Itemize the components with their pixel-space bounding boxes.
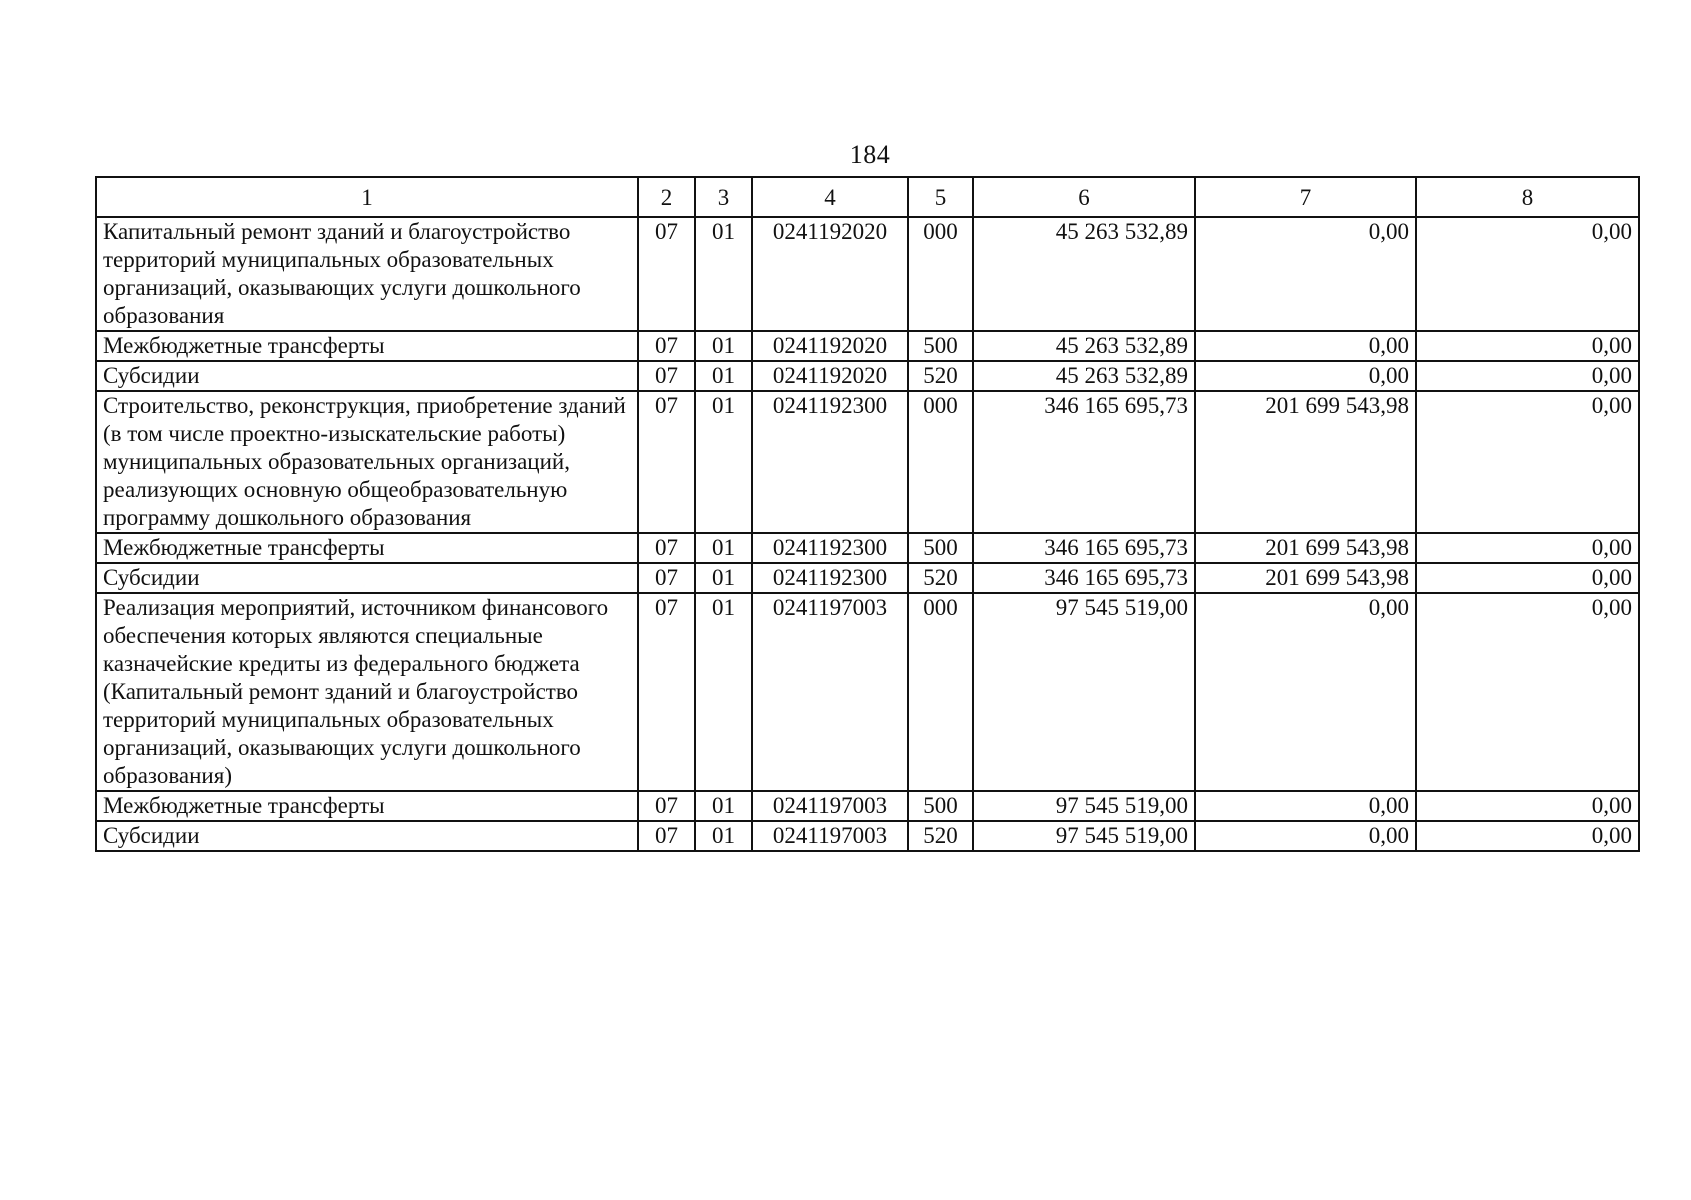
row-amount-col6: 346 165 695,73 <box>973 533 1195 563</box>
row-section-code: 07 <box>638 563 695 593</box>
row-amount-col6: 97 545 519,00 <box>973 791 1195 821</box>
table-row <box>96 217 1639 331</box>
row-target-article-code: 0241192300 <box>752 563 908 593</box>
row-section-code: 07 <box>638 331 695 361</box>
row-section-code: 07 <box>638 791 695 821</box>
column-header-5: 5 <box>908 177 973 217</box>
row-amount-col8: 0,00 <box>1416 593 1639 791</box>
row-amount-col7: 201 699 543,98 <box>1195 533 1416 563</box>
row-subsection-code: 01 <box>695 331 752 361</box>
row-name: Строительство, реконструкция, приобретение зданий (в том числе проектно-изыскательские работы) муниципальных образовательных организаций, реализующих основную общеобразовательную программу дошкольного образования <box>96 391 638 533</box>
row-amount-col8: 0,00 <box>1416 361 1639 391</box>
budget-table <box>95 176 1640 852</box>
row-amount-col7: 201 699 543,98 <box>1195 563 1416 593</box>
row-amount-col7: 0,00 <box>1195 821 1416 851</box>
row-amount-col7: 0,00 <box>1195 791 1416 821</box>
row-expense-type-code: 000 <box>908 391 973 533</box>
row-target-article-code: 0241192300 <box>752 533 908 563</box>
row-name: Межбюджетные трансферты <box>96 331 638 361</box>
row-name: Субсидии <box>96 563 638 593</box>
row-amount-col6: 97 545 519,00 <box>973 593 1195 791</box>
row-expense-type-code: 520 <box>908 361 973 391</box>
column-header-2: 2 <box>638 177 695 217</box>
row-subsection-code: 01 <box>695 563 752 593</box>
row-subsection-code: 01 <box>695 361 752 391</box>
column-header-4: 4 <box>752 177 908 217</box>
column-header-3: 3 <box>695 177 752 217</box>
row-section-code: 07 <box>638 391 695 533</box>
row-name: Субсидии <box>96 361 638 391</box>
row-target-article-code: 0241192300 <box>752 391 908 533</box>
row-amount-col7: 201 699 543,98 <box>1195 391 1416 533</box>
row-subsection-code: 01 <box>695 821 752 851</box>
table-row <box>96 593 1639 791</box>
row-amount-col6: 346 165 695,73 <box>973 391 1195 533</box>
header-row <box>96 177 1639 217</box>
row-amount-col7: 0,00 <box>1195 361 1416 391</box>
row-subsection-code: 01 <box>695 391 752 533</box>
row-amount-col8: 0,00 <box>1416 217 1639 331</box>
table-row <box>96 533 1639 563</box>
column-header-8: 8 <box>1416 177 1639 217</box>
row-section-code: 07 <box>638 821 695 851</box>
row-subsection-code: 01 <box>695 593 752 791</box>
row-expense-type-code: 500 <box>908 533 973 563</box>
table-row <box>96 331 1639 361</box>
row-section-code: 07 <box>638 217 695 331</box>
row-name: Субсидии <box>96 821 638 851</box>
row-amount-col8: 0,00 <box>1416 791 1639 821</box>
table-row <box>96 563 1639 593</box>
row-amount-col8: 0,00 <box>1416 821 1639 851</box>
row-target-article-code: 0241197003 <box>752 791 908 821</box>
row-target-article-code: 0241192020 <box>752 217 908 331</box>
table-row <box>96 361 1639 391</box>
row-amount-col6: 97 545 519,00 <box>973 821 1195 851</box>
row-expense-type-code: 500 <box>908 331 973 361</box>
row-amount-col8: 0,00 <box>1416 331 1639 361</box>
row-subsection-code: 01 <box>695 533 752 563</box>
row-amount-col7: 0,00 <box>1195 593 1416 791</box>
column-header-7: 7 <box>1195 177 1416 217</box>
row-amount-col7: 0,00 <box>1195 217 1416 331</box>
row-target-article-code: 0241197003 <box>752 593 908 791</box>
row-amount-col7: 0,00 <box>1195 331 1416 361</box>
row-target-article-code: 0241192020 <box>752 361 908 391</box>
row-target-article-code: 0241197003 <box>752 821 908 851</box>
column-header-6: 6 <box>973 177 1195 217</box>
row-amount-col6: 45 263 532,89 <box>973 361 1195 391</box>
row-name: Капитальный ремонт зданий и благоустройство территорий муниципальных образовательных организаций, оказывающих услуги дошкольного образования <box>96 217 638 331</box>
table-row <box>96 391 1639 533</box>
column-header-1: 1 <box>96 177 638 217</box>
row-amount-col6: 45 263 532,89 <box>973 217 1195 331</box>
row-amount-col6: 45 263 532,89 <box>973 331 1195 361</box>
page-number: 184 <box>849 140 891 169</box>
row-amount-col8: 0,00 <box>1416 533 1639 563</box>
row-expense-type-code: 000 <box>908 217 973 331</box>
table-row <box>96 791 1639 821</box>
row-subsection-code: 01 <box>695 217 752 331</box>
row-section-code: 07 <box>638 593 695 791</box>
row-target-article-code: 0241192020 <box>752 331 908 361</box>
row-expense-type-code: 520 <box>908 821 973 851</box>
row-expense-type-code: 500 <box>908 791 973 821</box>
row-amount-col6: 346 165 695,73 <box>973 563 1195 593</box>
row-amount-col8: 0,00 <box>1416 391 1639 533</box>
row-section-code: 07 <box>638 533 695 563</box>
row-subsection-code: 01 <box>695 791 752 821</box>
row-name: Межбюджетные трансферты <box>96 791 638 821</box>
row-name: Межбюджетные трансферты <box>96 533 638 563</box>
row-expense-type-code: 000 <box>908 593 973 791</box>
row-section-code: 07 <box>638 361 695 391</box>
row-amount-col8: 0,00 <box>1416 563 1639 593</box>
row-name: Реализация мероприятий, источником финансового обеспечения которых являются специальные казначейские кредиты из федерального бюджета (Капитальный ремонт зданий и благоустройство территорий муниципальных образовательных организаций, оказывающих услуги дошкольного образования) <box>96 593 638 791</box>
table-row <box>96 821 1639 851</box>
row-expense-type-code: 520 <box>908 563 973 593</box>
